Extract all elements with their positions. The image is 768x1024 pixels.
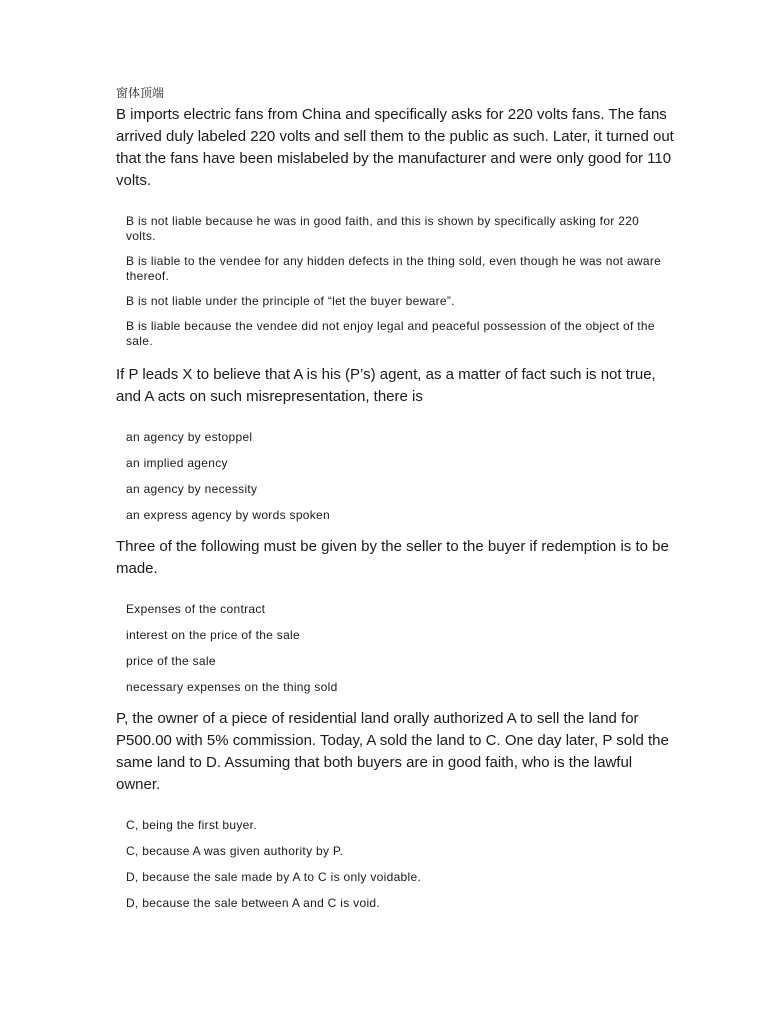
question-1-text: B imports electric fans from China and specifically asks for 220 volts fans. The fans arrived duly labeled 220 volts and sell them to the public as such. Later, it turned out that the fans have been mislabeled by the manufacturer and were only good for 110 volts. (116, 106, 674, 189)
form-top-marker: 窗体顶端 (116, 86, 165, 100)
question-1-option-d[interactable]: B is liable because the vendee did not enjoy legal and peaceful possession of the object of the sale. (126, 319, 655, 348)
question-4-options (126, 818, 666, 911)
question-1-option-a[interactable]: B is not liable because he was in good faith, and this is shown by specifically asking for 220 volts. (126, 214, 640, 243)
question-4-option-c[interactable]: D, because the sale made by A to C is only voidable. (126, 870, 422, 884)
question-4-option-b[interactable]: C, because A was given authority by P. (126, 844, 344, 858)
question-1-option-b[interactable]: B is liable to the vendee for any hidden defects in the thing sold, even though he was not aware thereof. (126, 254, 662, 283)
question-2-text: If P leads X to believe that A is his (P’s) agent, as a matter of fact such is not true, and A acts on such misrepresentation, there is (116, 366, 656, 405)
question-3-text: Three of the following must be given by the seller to the buyer if redemption is to be made. (116, 538, 669, 577)
question-2-option-d[interactable]: an express agency by words spoken (126, 508, 331, 522)
question-1-option-c[interactable]: B is not liable under the principle of “let the buyer beware”. (126, 294, 455, 308)
question-4-option-d[interactable]: D, because the sale between A and C is void. (126, 896, 381, 910)
question-3-option-a[interactable]: Expenses of the contract (126, 602, 266, 616)
question-2-options (126, 430, 666, 523)
question-2-option-a[interactable]: an agency by estoppel (126, 430, 253, 444)
question-3-option-c[interactable]: price of the sale (126, 654, 216, 668)
question-2-option-b[interactable]: an implied agency (126, 456, 228, 470)
question-3-options (126, 602, 666, 695)
question-2-option-c[interactable]: an agency by necessity (126, 482, 258, 496)
question-4-option-a[interactable]: C, being the first buyer. (126, 818, 257, 832)
question-3-option-b[interactable]: interest on the price of the sale (126, 628, 300, 642)
question-1-options (126, 214, 666, 349)
question-3-option-d[interactable]: necessary expenses on the thing sold (126, 680, 338, 694)
question-4-text: P, the owner of a piece of residential land orally authorized A to sell the land for P500.00 with 5% commission. Today, A sold the land to C. One day later, P sold the same land to D. Assuming that both buyers are in good faith, who is the lawful owner. (116, 710, 669, 793)
